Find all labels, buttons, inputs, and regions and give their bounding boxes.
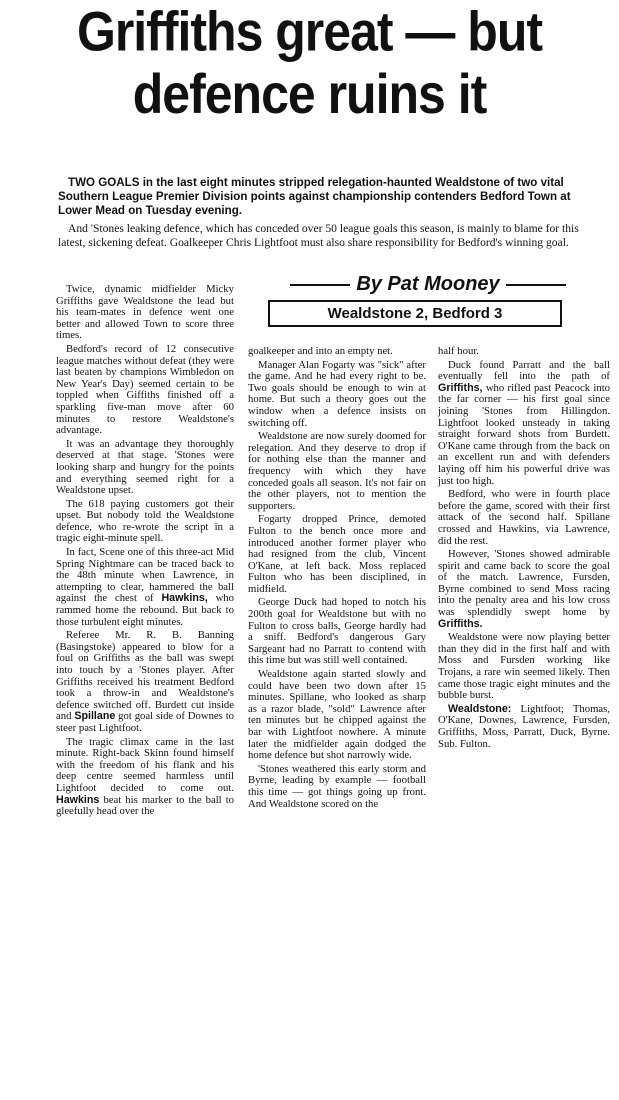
paragraph: goalkeeper and into an empty net. — [248, 345, 393, 357]
standfirst-bold: TWO GOALS in the last eight minutes stripped relegation-haunted Wealdstone of two vital Southern League Premier Division points against championship contenders Bedford Town at Lower Mead on Tuesday evening. — [58, 176, 571, 217]
byline: By Pat Mooney — [248, 272, 608, 296]
text: beat his marker to the ball to gleefully head over the — [56, 793, 235, 818]
text: In fact, Scene one of this three-act Mid Spring Nightmare can be traced back to the 48th minute when Lawrence, in attempting to clear, hammered the ball against the chest of — [56, 546, 234, 605]
paragraph: Wealdstone again started slowly and could have been two down after 15 minutes. Spillane, who looked as sharp as a razor blade, "sold" Lawrence after ten minutes but he chipped against the bar with Lightfoot nowhere. A minute later the midfielder again dodged the home defence but shot narrowly wide. — [248, 668, 426, 762]
paragraph: The 618 paying customers got their upset. But nobody told the Wealdstone defence, who re-wrote the script in a tragic eight-minute spell. — [56, 497, 234, 545]
lineup — [438, 704, 610, 750]
player-name: Hawkins — [56, 793, 100, 806]
paragraph: It was an advantage they thoroughly deserved at that stage. 'Stones were looking sharp and hungry for the points and everything seemed right for a Wealdstone upset. — [56, 437, 234, 497]
paragraph — [438, 360, 610, 488]
paragraph: Bedford's record of 12 consecutive league matches without defeat (they were last beaten by champions Wimbledon on New Year's Day) seemed certain to be toppled when Giffiths finished off a sparkling five-man move after 60 minutes to restore Wealdstone's advantage. — [56, 342, 234, 437]
text: who rammed home the rebound. But back to those turbulent eight minutes. — [56, 592, 234, 628]
text: got goal side of Downes to steer past Lightfoot. — [56, 710, 235, 734]
paragraph: Fogarty dropped Prince, demoted Fulton to the bench once more and introduced another former player who had resigned from the club, Vincent O'Kane, at left back. Moss replaced Fulton who has been disciplined, in midfield. — [248, 513, 426, 595]
text: However, 'Stones showed admirable spirit and came back to score the goal of the match. Lawrence, Fursden, Byrne combined to send Moss racing into the penalty area and his low cross was splendidly swept home by — [438, 548, 610, 619]
text: Duck found Parratt and the ball eventually fell into the path of — [438, 358, 610, 383]
standfirst-second: And 'Stones leaking defence, which has conceded over 50 league goals this season, is mainly to blame for this latest, sickening defeat. Goalkeeper Chris Lightfoot must also share responsibility for Bedford's winning goal. — [58, 222, 579, 249]
paragraph: Wealdstone were now playing better than they did in the first half and with Moss and Fursden working like Trojans, a rare win seemed likely. Then came those tragic eight minutes and the bubble burst. — [438, 631, 610, 702]
headline — [0, 0, 619, 125]
paragraph: Twice, dynamic midfielder Micky Griffiths gave Wealdstone the lead but his team-mates in defence went one better and allowed Town to score three times. — [56, 283, 234, 342]
player-name: Spillane — [74, 710, 116, 723]
column-1 — [56, 268, 234, 820]
headline-line-2: defence ruins it — [132, 62, 487, 126]
paragraph: 'Stones weathered this early storm and Byrne, leading by example — football this time — got things going up front. And Wealdstone scored on the — [248, 762, 426, 810]
paragraph: Manager Alan Fogarty was "sick" after the game. And he had every right to be. Two goals should be enough to win at home. But such a theory goes out the window when a defence insists on switching off. — [248, 358, 426, 429]
paragraph — [438, 549, 610, 630]
standfirst — [58, 176, 606, 218]
paragraph: George Duck had hoped to notch his 200th goal for Wealdstone but with no Fulton to cross balls, George hardly had a sniff. Bedford's dangerous Gary Sargeant had no Parratt to contend with this time but was still well contained. — [248, 596, 426, 667]
byline-box — [248, 272, 608, 327]
text: Referee Mr. R. B. Banning (Basingstoke) appeared to blow for a foul on Griffiths as the ball was swept into touch by a 'Stones player. After Griffiths received his treatment Bedford took a throw-in and Wealdstone's defence switched off. Burdett cut inside and — [56, 629, 234, 723]
text: The tragic climax came in the last minute. Right-back Skinn found himself with the freedom of his flank and his deep centre seemed harmless until Lightfoot decided to come out. — [56, 735, 234, 794]
paragraph — [56, 630, 234, 734]
text: who rifled past Peacock into the far corner — his first goal since joining 'Stones from Hillingdon. Lightfoot looked unsteady in taking straight forward shots from Burdett. O'Kane came through from the back on an excellent run and with defenders laying off him his powerful drive was just too high. — [438, 381, 611, 487]
score-box: Wealdstone 2, Bedford 3 — [268, 300, 562, 327]
player-name: Griffiths, — [438, 381, 483, 394]
lineup-label: Wealdstone: — [448, 702, 512, 715]
headline-line-1: Griffiths great — but — [76, 0, 543, 63]
column-2 — [248, 346, 426, 812]
player-name: Griffiths. — [438, 617, 483, 630]
player-name: Hawkins, — [161, 592, 208, 605]
column-3 — [438, 346, 610, 752]
paragraph — [56, 737, 234, 818]
paragraph: Bedford, who were in fourth place before the game, scored with their first attack of the second half. Spillane crossed and Hawkins, via Lawrence, did the rest. — [438, 488, 610, 547]
lineup-text: Lightfoot; Thomas, O'Kane, Downes, Lawrence, Fursden, Griffiths, Moss, Parratt, Duck, Byrne. Sub. Fulton. — [438, 702, 610, 750]
paragraph — [56, 547, 234, 628]
paragraph: Wealdstone are now surely doomed for relegation. And they deserve to drop if for nothing else than the manner and frequency with which they have conceded goals all season. It's not fair on the other players, not to mention the supporters. — [248, 430, 426, 512]
paragraph: half hour. — [438, 345, 479, 357]
